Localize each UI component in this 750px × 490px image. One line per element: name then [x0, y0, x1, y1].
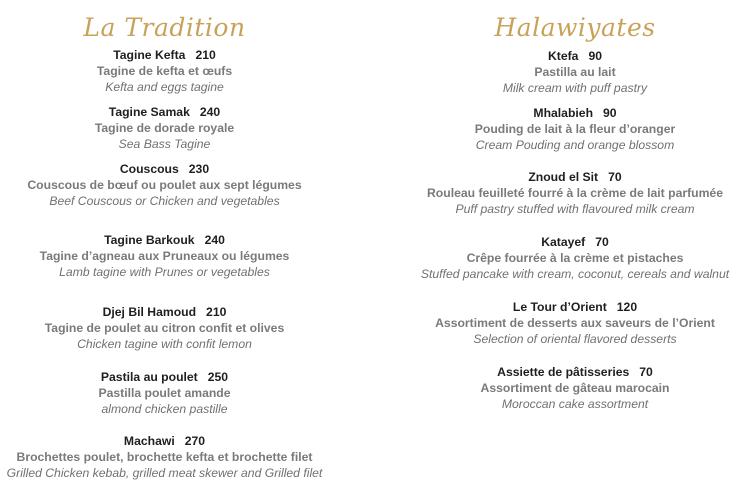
menu-item	[410, 364, 740, 412]
dish-name: Couscous	[119, 162, 179, 176]
dish-price: 210	[206, 305, 227, 319]
dish-description-en: almond chicken pastille	[101, 402, 228, 416]
dish-description-en: Puff pastry stuffed with flavoured milk cream	[455, 202, 695, 216]
dish-description-en: Kefta and eggs tagine	[105, 80, 224, 94]
menu-item	[0, 369, 329, 417]
dish-description-en: Beef Couscous or Chicken and vegetables	[49, 194, 280, 208]
dish-description-fr: Couscous de bœuf ou poulet aux sept légumes	[27, 178, 302, 192]
dish-description-en: Cream Pouding and orange blossom	[475, 138, 675, 152]
dish-description-fr: Assortiment de gâteau marocain	[480, 381, 670, 395]
dish-price: 210	[195, 48, 216, 62]
dish-name: Tagine Barkouk	[104, 233, 195, 247]
menu-item	[410, 169, 740, 217]
menu-item	[410, 48, 740, 96]
dish-name: Machawi	[123, 434, 175, 448]
dish-description-en: Milk cream with puff pastry	[502, 81, 648, 95]
menu-item	[410, 299, 740, 347]
dish-price: 70	[639, 365, 653, 379]
dish-description-en: Selection of oriental flavored desserts	[473, 332, 677, 346]
dish-name: Znoud el Sit	[528, 170, 599, 184]
dish-description-fr: Pastilla poulet amande	[98, 386, 231, 400]
dish-price: 230	[188, 162, 210, 176]
menu-item	[0, 47, 329, 95]
dish-price: 270	[184, 434, 206, 448]
menu-item	[0, 433, 329, 481]
dish-description-fr: Tagine de kefta et œufs	[96, 64, 233, 78]
dish-description-en: Sea Bass Tagine	[118, 137, 211, 151]
dish-name: Ktefa	[547, 49, 579, 63]
dish-name: Tagine Kefta	[113, 48, 186, 62]
dish-description-fr: Tagine d’agneau aux Pruneaux ou légumes	[39, 249, 290, 263]
dish-name: Tagine Samak	[108, 105, 190, 119]
dish-description-fr: Brochettes poulet, brochette kefta et brochette filet	[16, 450, 313, 464]
dish-description-en: Stuffed pancake with cream, coconut, cereals and walnut	[420, 267, 730, 281]
dish-price: 90	[588, 49, 603, 63]
dish-description-en: Moroccan cake assortment	[501, 397, 649, 411]
dish-name: Le Tour d’Orient	[512, 300, 607, 314]
dish-description-fr: Assortiment de desserts aux saveurs de l’Orient	[435, 316, 715, 330]
dish-price: 70	[608, 170, 622, 184]
menu-column-la-tradition	[0, 0, 329, 480]
dish-description-fr: Tagine de dorade royale	[94, 121, 235, 135]
dish-name: Djej Bil Hamoud	[102, 305, 197, 319]
dish-name: Mhalabieh	[533, 106, 594, 120]
dish-name: Pastila au poulet	[100, 370, 198, 384]
dish-description-fr: Crêpe fourrée à la crème et pistaches	[466, 251, 684, 265]
section-title: Halawiyates	[494, 13, 656, 42]
dish-price: 70	[595, 235, 609, 249]
section-title: La Tradition	[83, 13, 246, 42]
menu-column-halawiyates	[410, 0, 740, 411]
menu-item	[0, 232, 329, 280]
menu-item	[410, 105, 740, 153]
dish-description-fr: Tagine de poulet au citron confit et olives	[44, 321, 285, 335]
menu-item	[0, 304, 329, 352]
dish-name: Assiette de pâtisseries	[497, 365, 630, 379]
dish-description-fr: Rouleau feuilleté fourré à la crème de lait parfumée	[427, 186, 723, 200]
dish-price: 120	[616, 300, 638, 314]
dish-description-fr: Pastilla au lait	[534, 65, 616, 79]
dish-price: 90	[603, 106, 617, 120]
menu-item	[0, 161, 329, 209]
dish-price: 240	[204, 233, 225, 247]
dish-description-en: Chicken tagine with confit lemon	[77, 337, 252, 351]
dish-description-fr: Pouding de lait à la fleur d’oranger	[474, 122, 676, 136]
dish-name: Katayef	[541, 235, 586, 249]
dish-description-en: Grilled Chicken kebab, grilled meat skewer and Grilled filet	[6, 466, 323, 480]
dish-description-en: Lamb tagine with Prunes or vegetables	[59, 265, 270, 279]
dish-price: 240	[199, 105, 221, 119]
dish-price: 250	[207, 370, 229, 384]
menu-item	[410, 234, 740, 282]
menu-item	[0, 104, 329, 152]
